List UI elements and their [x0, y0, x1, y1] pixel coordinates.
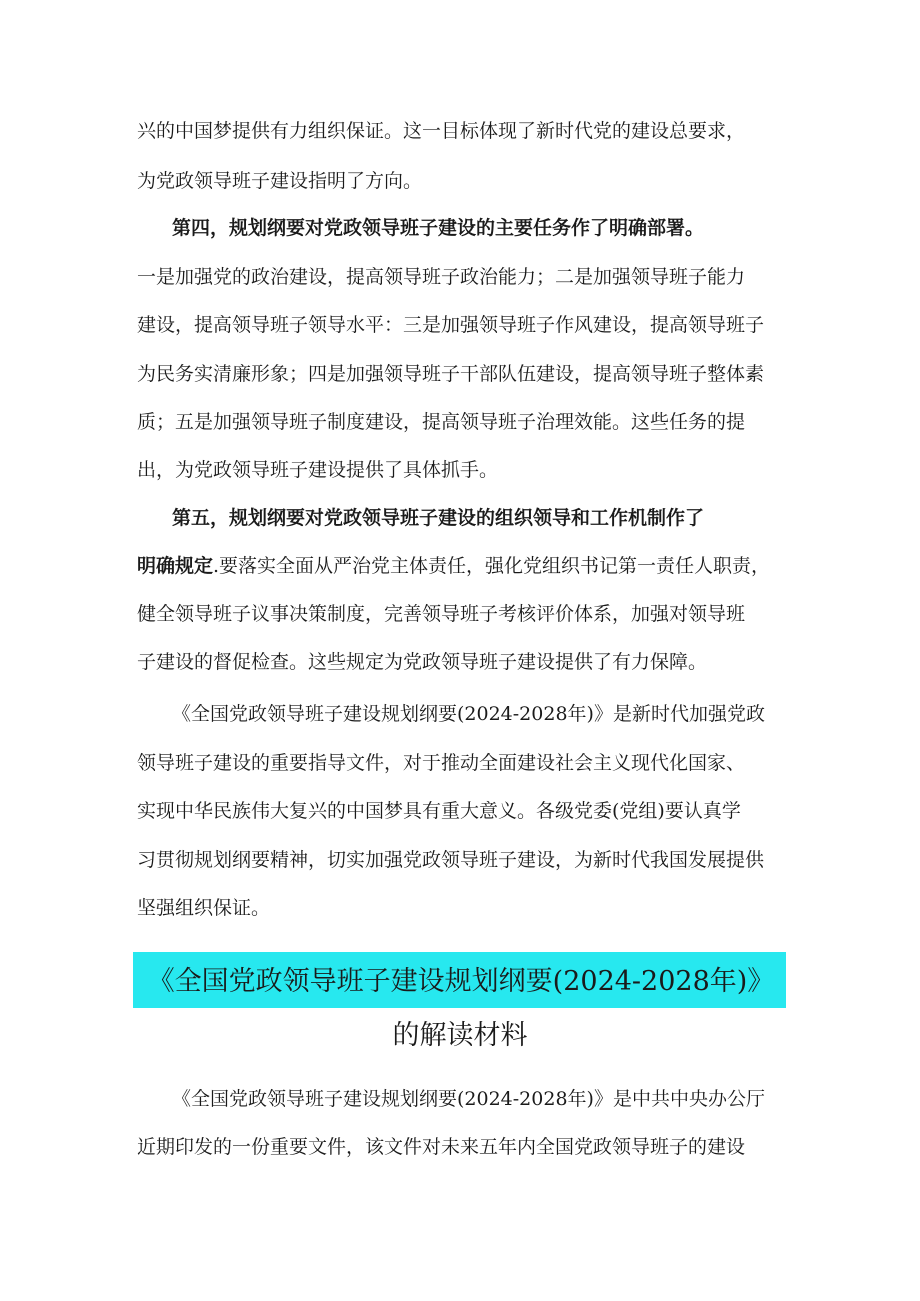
paragraph-line: 健全领导班子议事决策制度，完善领导班子考核评价体系，加强对领导班	[137, 603, 746, 625]
paragraph-line: 建设，提高领导班子领导水平：三是加强领导班子作风建设，提高领导班子	[137, 314, 765, 336]
paragraph-line: 近期印发的一份重要文件，该文件对未来五年内全国党政领导班子的建设	[137, 1136, 746, 1158]
paragraph-line-mixed	[137, 552, 770, 580]
paragraph-line: 实现中华民族伟大复兴的中国梦具有重大意义。各级党委(党组)要认真学	[137, 800, 741, 822]
paragraph-line: 习贯彻规划纲要精神，切实加强党政领导班子建设，为新时代我国发展提供	[137, 849, 765, 871]
section-heading-five: 第五，规划纲要对党政领导班子建设的组织领导和工作机制作了	[172, 507, 705, 529]
paragraph-line: 《全国党政领导班子建设规划纲要(2024-2028年)》是新时代加强党政	[172, 703, 765, 725]
paragraph-line: 兴的中国梦提供有力组织保证。这一目标体现了新时代党的建设总要求，	[137, 120, 746, 142]
paragraph-line: 质；五是加强领导班子制度建设，提高领导班子治理效能。这些任务的提	[137, 411, 746, 433]
paragraph-line: 《全国党政领导班子建设规划纲要(2024-2028年)》是中共中央办公厅	[172, 1088, 765, 1110]
paragraph-line: 子建设的督促检查。这些规定为党政领导班子建设提供了有力保障。	[137, 651, 708, 673]
paragraph-line: 为民务实清廉形象；四是加强领导班子干部队伍建设，提高领导班子整体素	[137, 363, 765, 385]
document-title-line2: 的解读材料	[392, 1020, 528, 1051]
section-heading-four: 第四，规划纲要对党政领导班子建设的主要任务作了明确部署。	[172, 217, 705, 239]
section-heading-five-end: 明确规定	[137, 555, 214, 577]
paragraph-text: .要落实全面从严治党主体责任，强化党组织书记第一责任人职责，	[213, 555, 771, 577]
paragraph-line: 出，为党政领导班子建设提供了具体抓手。	[137, 459, 499, 481]
document-title-line1: 《全国党政领导班子建设规划纲要(2024-2028年)》	[147, 966, 775, 997]
paragraph-line: 一是加强党的政治建设，提高领导班子政治能力；二是加强领导班子能力	[137, 266, 746, 288]
paragraph-line: 为党政领导班子建设指明了方向。	[137, 170, 423, 192]
paragraph-line: 坚强组织保证。	[137, 897, 271, 919]
paragraph-line: 领导班子建设的重要指导文件，对于推动全面建设社会主义现代化国家、	[137, 752, 746, 774]
